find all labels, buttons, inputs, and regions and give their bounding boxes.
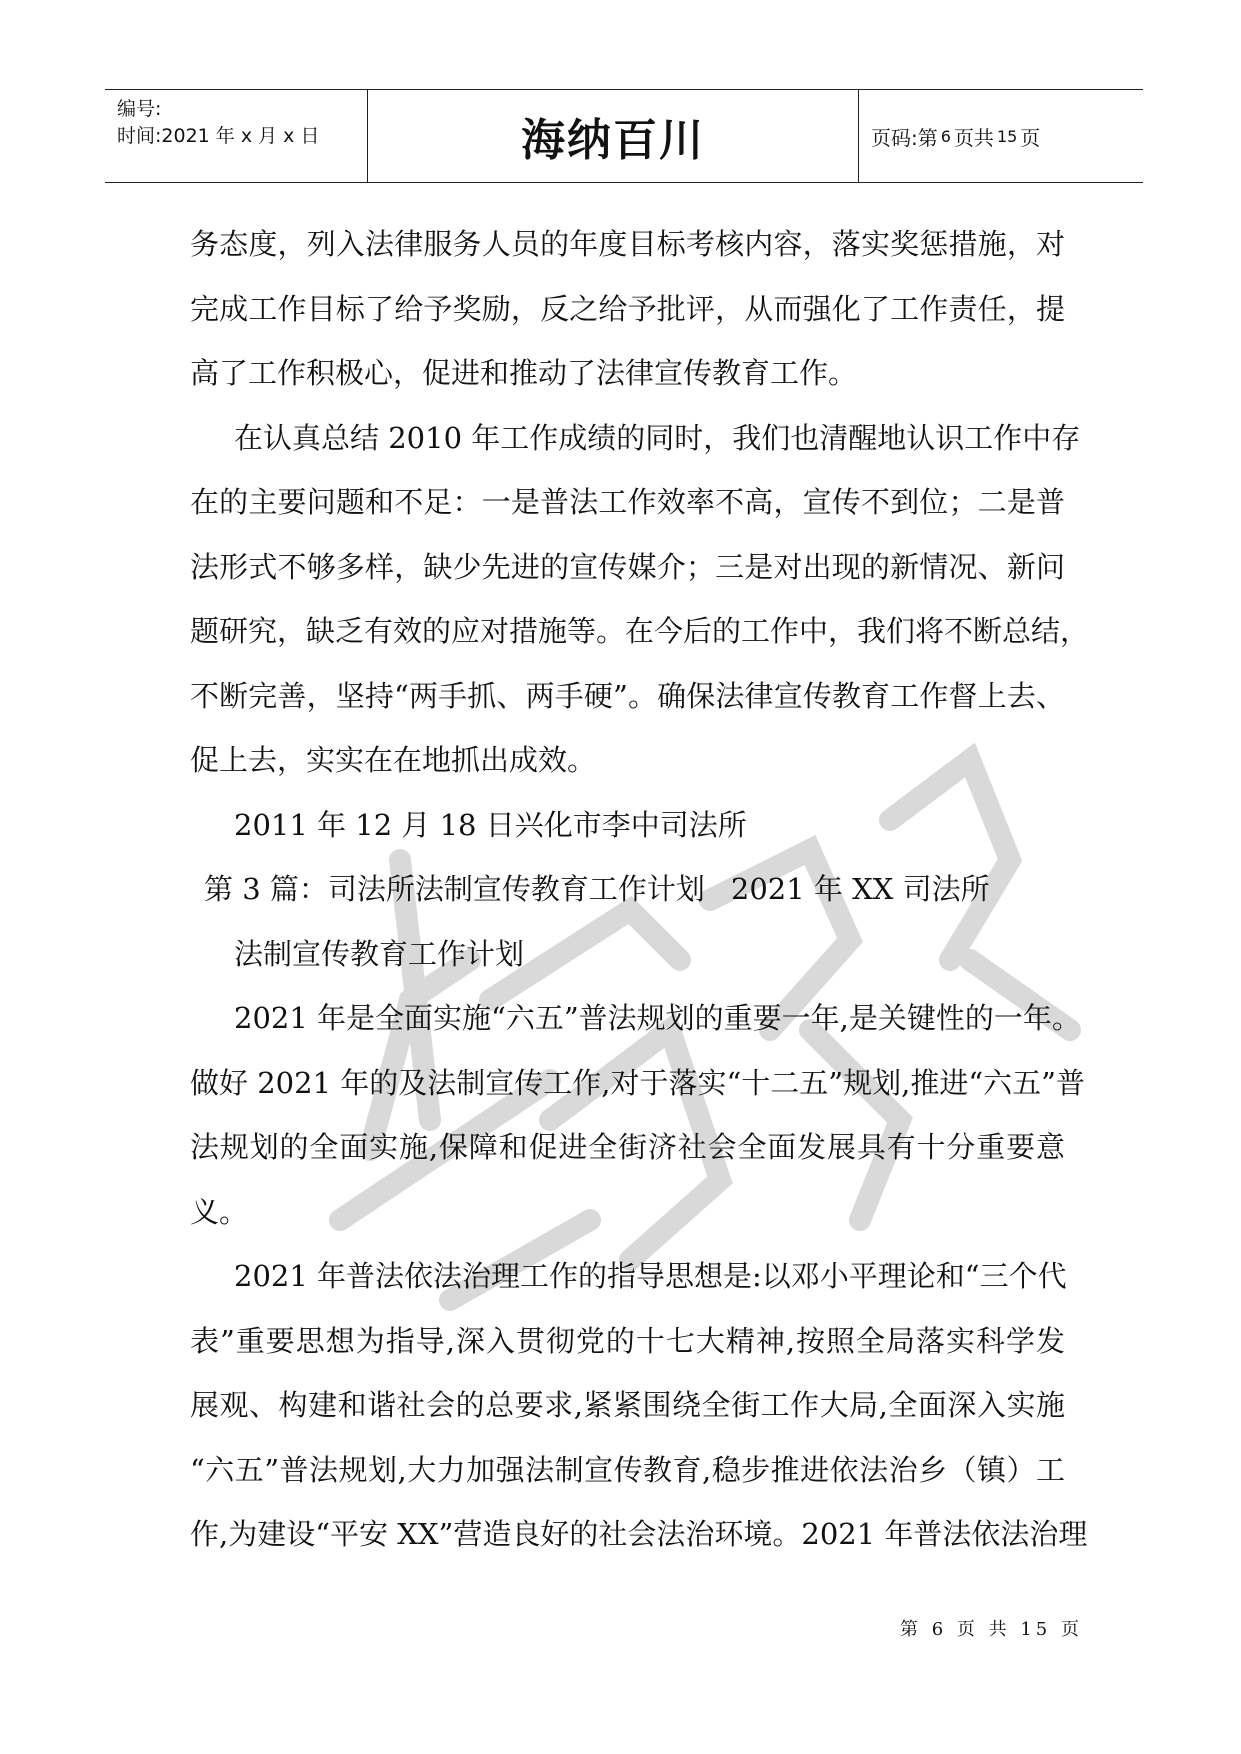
- doc-date-label: 时间:2021 年 x 月 x 日: [117, 125, 320, 147]
- body-line-21: “六五”普法规划,大力加强法制宣传教育,稳步推进依法治乡（镇）工: [190, 1452, 1065, 1487]
- body-text: [190, 212, 1090, 1567]
- body-line-16: 法规划的全面实施,保障和促进全街济社会全面发展具有十分重要意: [190, 1130, 1065, 1164]
- body-line-18: 2021 年普法依法治理工作的指导思想是:以邓小平理论和“三个代: [234, 1259, 1067, 1293]
- header-meta: [105, 90, 368, 182]
- body-line-3: 高了工作积极心，促进和推动了法律宣传教育工作。: [190, 356, 858, 390]
- page-footer: 第 6 页 共 15 页: [900, 1619, 1083, 1640]
- body-line-5: 在的主要问题和不足：一是普法工作效率不高，宣传不到位；二是普: [190, 485, 1065, 519]
- body-line-6: 法形式不够多样，缺少先进的宣传媒介；三是对出现的新情况、新问: [190, 549, 1065, 584]
- body-line-14: 2021 年是全面实施“六五”普法规划的重要一年,是关键性的一年。: [234, 1001, 1081, 1035]
- page-suffix: 页: [1020, 125, 1041, 150]
- section-subtitle: 法制宣传教育工作计划: [234, 936, 525, 971]
- section-heading: [190, 857, 1065, 922]
- body-line-22: 作,为建设“平安 XX”营造良好的社会法治环境。2021 年普法依法治理: [190, 1517, 1088, 1551]
- body-line-1: 务态度，列入法律服务人员的年度目标考核内容，落实奖惩措施，对: [190, 227, 1065, 261]
- page-prefix: 页码:第: [871, 125, 938, 150]
- signature-line: 2011 年 12 月 18 日兴化市李中司法所: [234, 807, 747, 842]
- body-line-8: 不断完善，坚持“两手抓、两手硬”。确保法律宣传教育工作督上去、: [190, 678, 1065, 713]
- body-line-15: 做好 2021 年的及法制宣传工作,对于落实“十二五”规划,推进“六五”普: [190, 1065, 1085, 1100]
- page-mid: 页共: [953, 125, 994, 150]
- body-line-19: 表”重要思想为指导,深入贯彻党的十七大精神,按照全局落实科学发: [190, 1323, 1065, 1358]
- body-line-7: 题研究，缺乏有效的应对措施等。在今后的工作中，我们将不断总结，: [190, 614, 1090, 648]
- body-line-4: 在认真总结 2010 年工作成绩的同时，我们也清醒地认识工作中存: [234, 420, 1081, 455]
- body-line-9: 促上去，实实在在地抓出成效。: [190, 743, 597, 777]
- page-total: 15: [996, 126, 1018, 146]
- body-line-20: 展观、构建和谐社会的总要求,紧紧围绕全街工作大局,全面深入实施: [190, 1388, 1065, 1422]
- header-page-info: [859, 90, 1143, 182]
- header-title: 海纳百川: [368, 90, 859, 182]
- page-current: 6: [940, 126, 951, 146]
- doc-number-label: 编号:: [117, 98, 162, 120]
- section-org: 2021 年 XX 司法所: [730, 872, 990, 906]
- section-title: 第 3 篇：司法所法制宣传教育工作计划: [204, 872, 705, 906]
- body-line-17: 义。: [190, 1194, 249, 1229]
- header-table: [105, 89, 1143, 183]
- body-line-2: 完成工作目标了给予奖励，反之给予批评，从而强化了工作责任，提: [190, 291, 1065, 326]
